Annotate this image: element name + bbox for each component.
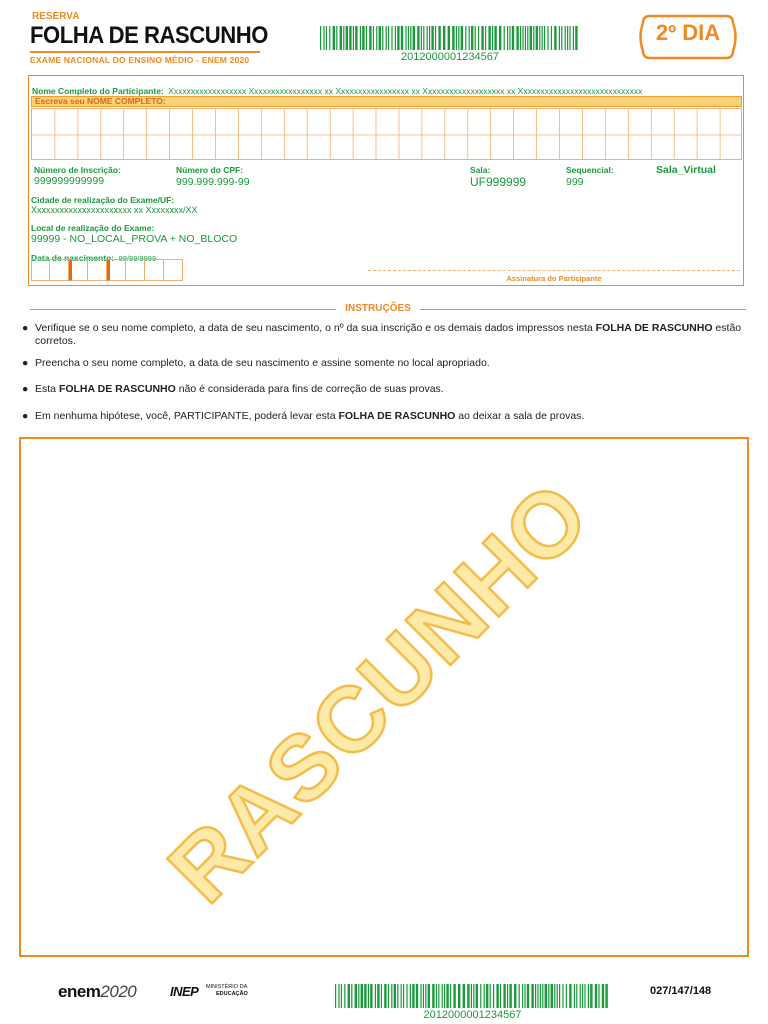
- instructions-rule-right: [420, 309, 746, 310]
- nascimento-value: 99/99/9999: [118, 254, 157, 263]
- inscricao-value: 999999999999: [34, 175, 105, 187]
- instruction-item: [22, 383, 762, 396]
- instruction-text: Esta: [35, 383, 59, 395]
- instructions-rule-left: [30, 309, 336, 310]
- sala-value: UF999999: [470, 175, 527, 189]
- barcode-bottom-icon: [335, 984, 610, 1008]
- name-writing-grid[interactable]: [31, 108, 742, 160]
- date-cell[interactable]: [69, 259, 88, 281]
- instruction-item: [22, 357, 762, 370]
- signature-label: Assinatura do Participante: [506, 274, 602, 283]
- instruction-text: ao deixar a sala de provas.: [455, 410, 585, 422]
- date-cell[interactable]: [164, 259, 183, 281]
- instructions-title: INSTRUÇÕES: [345, 303, 411, 314]
- instruction-text: Verifique se o seu nome completo, a data de seu nascimento, o nº da sua inscrição e os demais dados impressos nesta: [35, 322, 596, 334]
- sequencial-label: Sequencial:: [566, 165, 614, 175]
- bullet-icon: ●: [22, 410, 29, 422]
- date-cell[interactable]: [126, 259, 145, 281]
- nascimento-label: Data de nascimento:: [31, 253, 115, 263]
- barcode-top-icon: [320, 26, 580, 50]
- nome-completo-value: Xxxxxxxxxxxxxxxxxx Xxxxxxxxxxxxxxxxx xx Xxxxxxxxxxxxxxxxx xx Xxxxxxxxxxxxxxxxxxx xx Xxxxxxxxxxxxxxxxxxxxxxxxxxxxx: [168, 86, 643, 96]
- cpf-label: Número do CPF:: [176, 165, 244, 175]
- instruction-bold: FOLHA DE RASCUNHO: [58, 383, 176, 395]
- date-cell[interactable]: [31, 259, 50, 281]
- sala-label: Sala:: [470, 165, 491, 175]
- enem-logo-year: 2020: [100, 982, 137, 1001]
- escreva-nome-label: Escreva seu NOME COMPLETO:: [35, 96, 166, 106]
- enem-logo-text: enem: [58, 982, 101, 1001]
- instruction-text: Em nenhuma hipótese, você, PARTICIPANTE, poderá levar esta: [35, 410, 339, 422]
- mec-line-2: EDUCAÇÃO: [216, 990, 248, 997]
- barcode-number-top: 2012000001234567: [401, 51, 499, 63]
- date-cell[interactable]: [88, 259, 107, 281]
- date-cell[interactable]: [50, 259, 69, 281]
- mec-logo: [206, 984, 248, 997]
- date-of-birth-grid[interactable]: [31, 259, 183, 281]
- barcode-number-bottom: 2012000001234567: [423, 1009, 522, 1021]
- watermark-text: RASCUNHO: [149, 462, 609, 922]
- bullet-icon: ●: [22, 322, 29, 334]
- instruction-text: não é considerada para fins de correção de suas provas.: [175, 383, 444, 395]
- code-reference: 027/147/148: [650, 985, 712, 997]
- signature-line[interactable]: [368, 270, 740, 271]
- instruction-item: [22, 410, 762, 423]
- bullet-icon: ●: [22, 357, 29, 369]
- mec-line-1: MINISTÉRIO DA: [206, 984, 248, 990]
- cpf-value: 999.999.999-99: [176, 176, 250, 188]
- instruction-text: estão corretos.: [35, 322, 742, 347]
- instruction-text: Preencha o seu nome completo, a data de seu nascimento e assine somente no local apropriado.: [35, 357, 490, 369]
- sala-virtual: Sala_Virtual: [656, 164, 716, 176]
- escreva-nome-strip: [31, 96, 742, 107]
- title-underline: [30, 51, 260, 53]
- inscricao-label: Número de Inscrição:: [34, 165, 121, 175]
- local-label: Local de realização do Exame:: [31, 223, 155, 233]
- date-cell[interactable]: [145, 259, 164, 281]
- page-title: FOLHA DE RASCUNHO: [30, 22, 268, 49]
- rascunho-watermark: [19, 437, 749, 957]
- dia-label: 2º DIA: [655, 20, 721, 45]
- cidade-label: Cidade de realização do Exame/UF:: [31, 195, 175, 205]
- local-value: 99999 - NO_LOCAL_PROVA + NO_BLOCO: [31, 233, 238, 245]
- instruction-item: [22, 322, 762, 348]
- exam-subtitle: EXAME NACIONAL DO ENSINO MÉDIO - ENEM 2020: [30, 55, 250, 65]
- sequencial-value: 999: [566, 176, 584, 188]
- date-cell[interactable]: [107, 259, 126, 281]
- reserva-label: RESERVA: [32, 11, 80, 22]
- instruction-bold: FOLHA DE RASCUNHO: [595, 322, 713, 334]
- nome-completo-label: Nome Completo do Participante:: [32, 86, 164, 96]
- instruction-bold: FOLHA DE RASCUNHO: [338, 410, 456, 422]
- cidade-value: Xxxxxxxxxxxxxxxxxxxxxx xx Xxxxxxxx/XX: [31, 205, 198, 215]
- bullet-icon: ●: [22, 383, 29, 395]
- inep-logo: INEP: [170, 984, 199, 999]
- enem-logo: [58, 982, 136, 1002]
